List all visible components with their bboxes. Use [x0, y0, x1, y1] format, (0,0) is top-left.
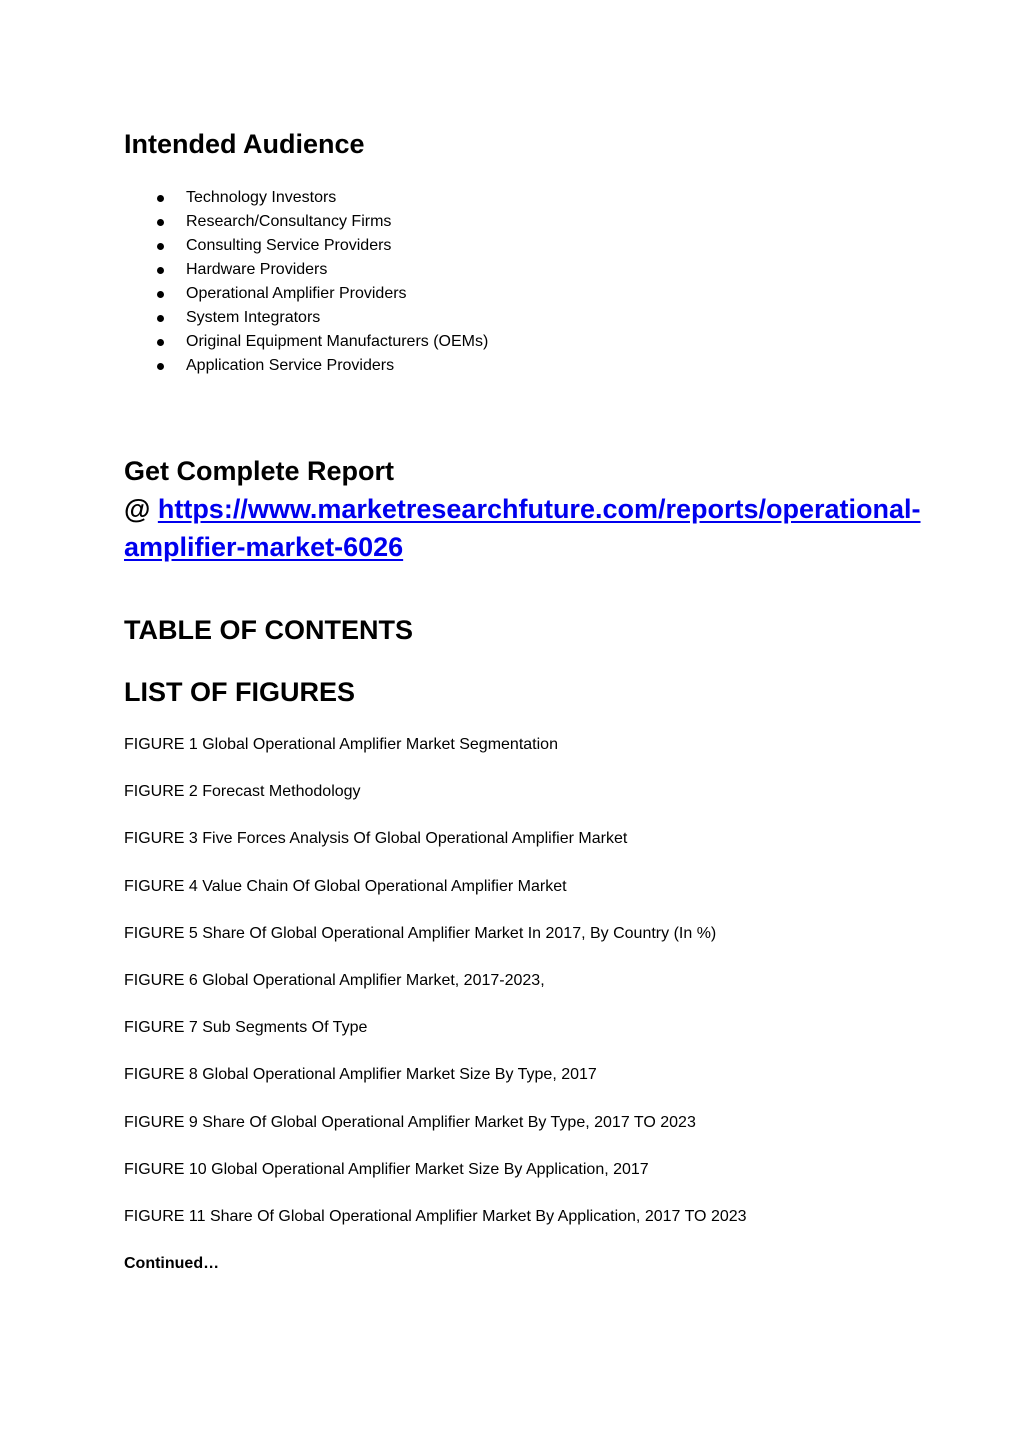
figure-list-item: FIGURE 4 Value Chain Of Global Operational Amplifier Market [124, 877, 567, 895]
figure-list-item: FIGURE 8 Global Operational Amplifier Market Size By Type, 2017 [124, 1066, 597, 1084]
figure-list [124, 733, 747, 1252]
audience-list-item [124, 258, 488, 282]
get-report-block [124, 452, 924, 566]
figure-list-item: FIGURE 2 Forecast Methodology [124, 783, 361, 801]
figure-list-item: FIGURE 9 Share Of Global Operational Amplifier Market By Type, 2017 TO 2023 [124, 1113, 696, 1131]
bullet-icon [157, 291, 164, 298]
figure-list-item: FIGURE 11 Share Of Global Operational Amplifier Market By Application, 2017 TO 2023 [124, 1207, 747, 1225]
report-link[interactable]: https://www.marketresearchfuture.com/reports/operational-amplifier-market-6026 [124, 494, 921, 562]
audience-list [124, 186, 488, 378]
bullet-icon [157, 363, 164, 370]
continued-label: Continued… [124, 1255, 220, 1272]
audience-list-item [124, 282, 488, 306]
audience-item-label: Operational Amplifier Providers [186, 285, 407, 302]
audience-item-label: System Integrators [186, 309, 321, 326]
audience-list-item [124, 306, 488, 330]
figure-list-item: FIGURE 6 Global Operational Amplifier Market, 2017-2023, [124, 971, 545, 989]
list-of-figures-heading: LIST OF FIGURES [124, 677, 356, 707]
get-report-heading: Get Complete Report [124, 456, 395, 486]
at-symbol: @ [124, 494, 151, 524]
bullet-icon [157, 195, 164, 202]
audience-list-item [124, 234, 488, 258]
figure-list-item: FIGURE 7 Sub Segments Of Type [124, 1019, 368, 1037]
audience-list-item [124, 330, 488, 354]
bullet-icon [157, 267, 164, 274]
audience-list-item [124, 354, 488, 378]
audience-item-label: Consulting Service Providers [186, 237, 392, 254]
audience-item-label: Hardware Providers [186, 261, 328, 278]
audience-item-label: Original Equipment Manufacturers (OEMs) [186, 333, 489, 350]
figure-list-item: FIGURE 1 Global Operational Amplifier Market Segmentation [124, 736, 558, 753]
audience-item-label: Technology Investors [186, 189, 337, 206]
bullet-icon [157, 243, 164, 250]
figure-list-item: FIGURE 10 Global Operational Amplifier Market Size By Application, 2017 [124, 1160, 649, 1178]
audience-list-item [124, 186, 488, 210]
audience-item-label: Research/Consultancy Firms [186, 213, 392, 230]
figure-list-item: FIGURE 3 Five Forces Analysis Of Global Operational Amplifier Market [124, 830, 628, 848]
table-of-contents-heading: TABLE OF CONTENTS [124, 615, 413, 645]
bullet-icon [157, 219, 164, 226]
intended-audience-heading: Intended Audience [124, 129, 365, 159]
audience-list-item [124, 210, 488, 234]
report-link-line [124, 490, 924, 566]
bullet-icon [157, 315, 164, 322]
bullet-icon [157, 339, 164, 346]
audience-item-label: Application Service Providers [186, 357, 395, 374]
figure-list-item: FIGURE 5 Share Of Global Operational Amplifier Market In 2017, By Country (In %) [124, 924, 717, 942]
